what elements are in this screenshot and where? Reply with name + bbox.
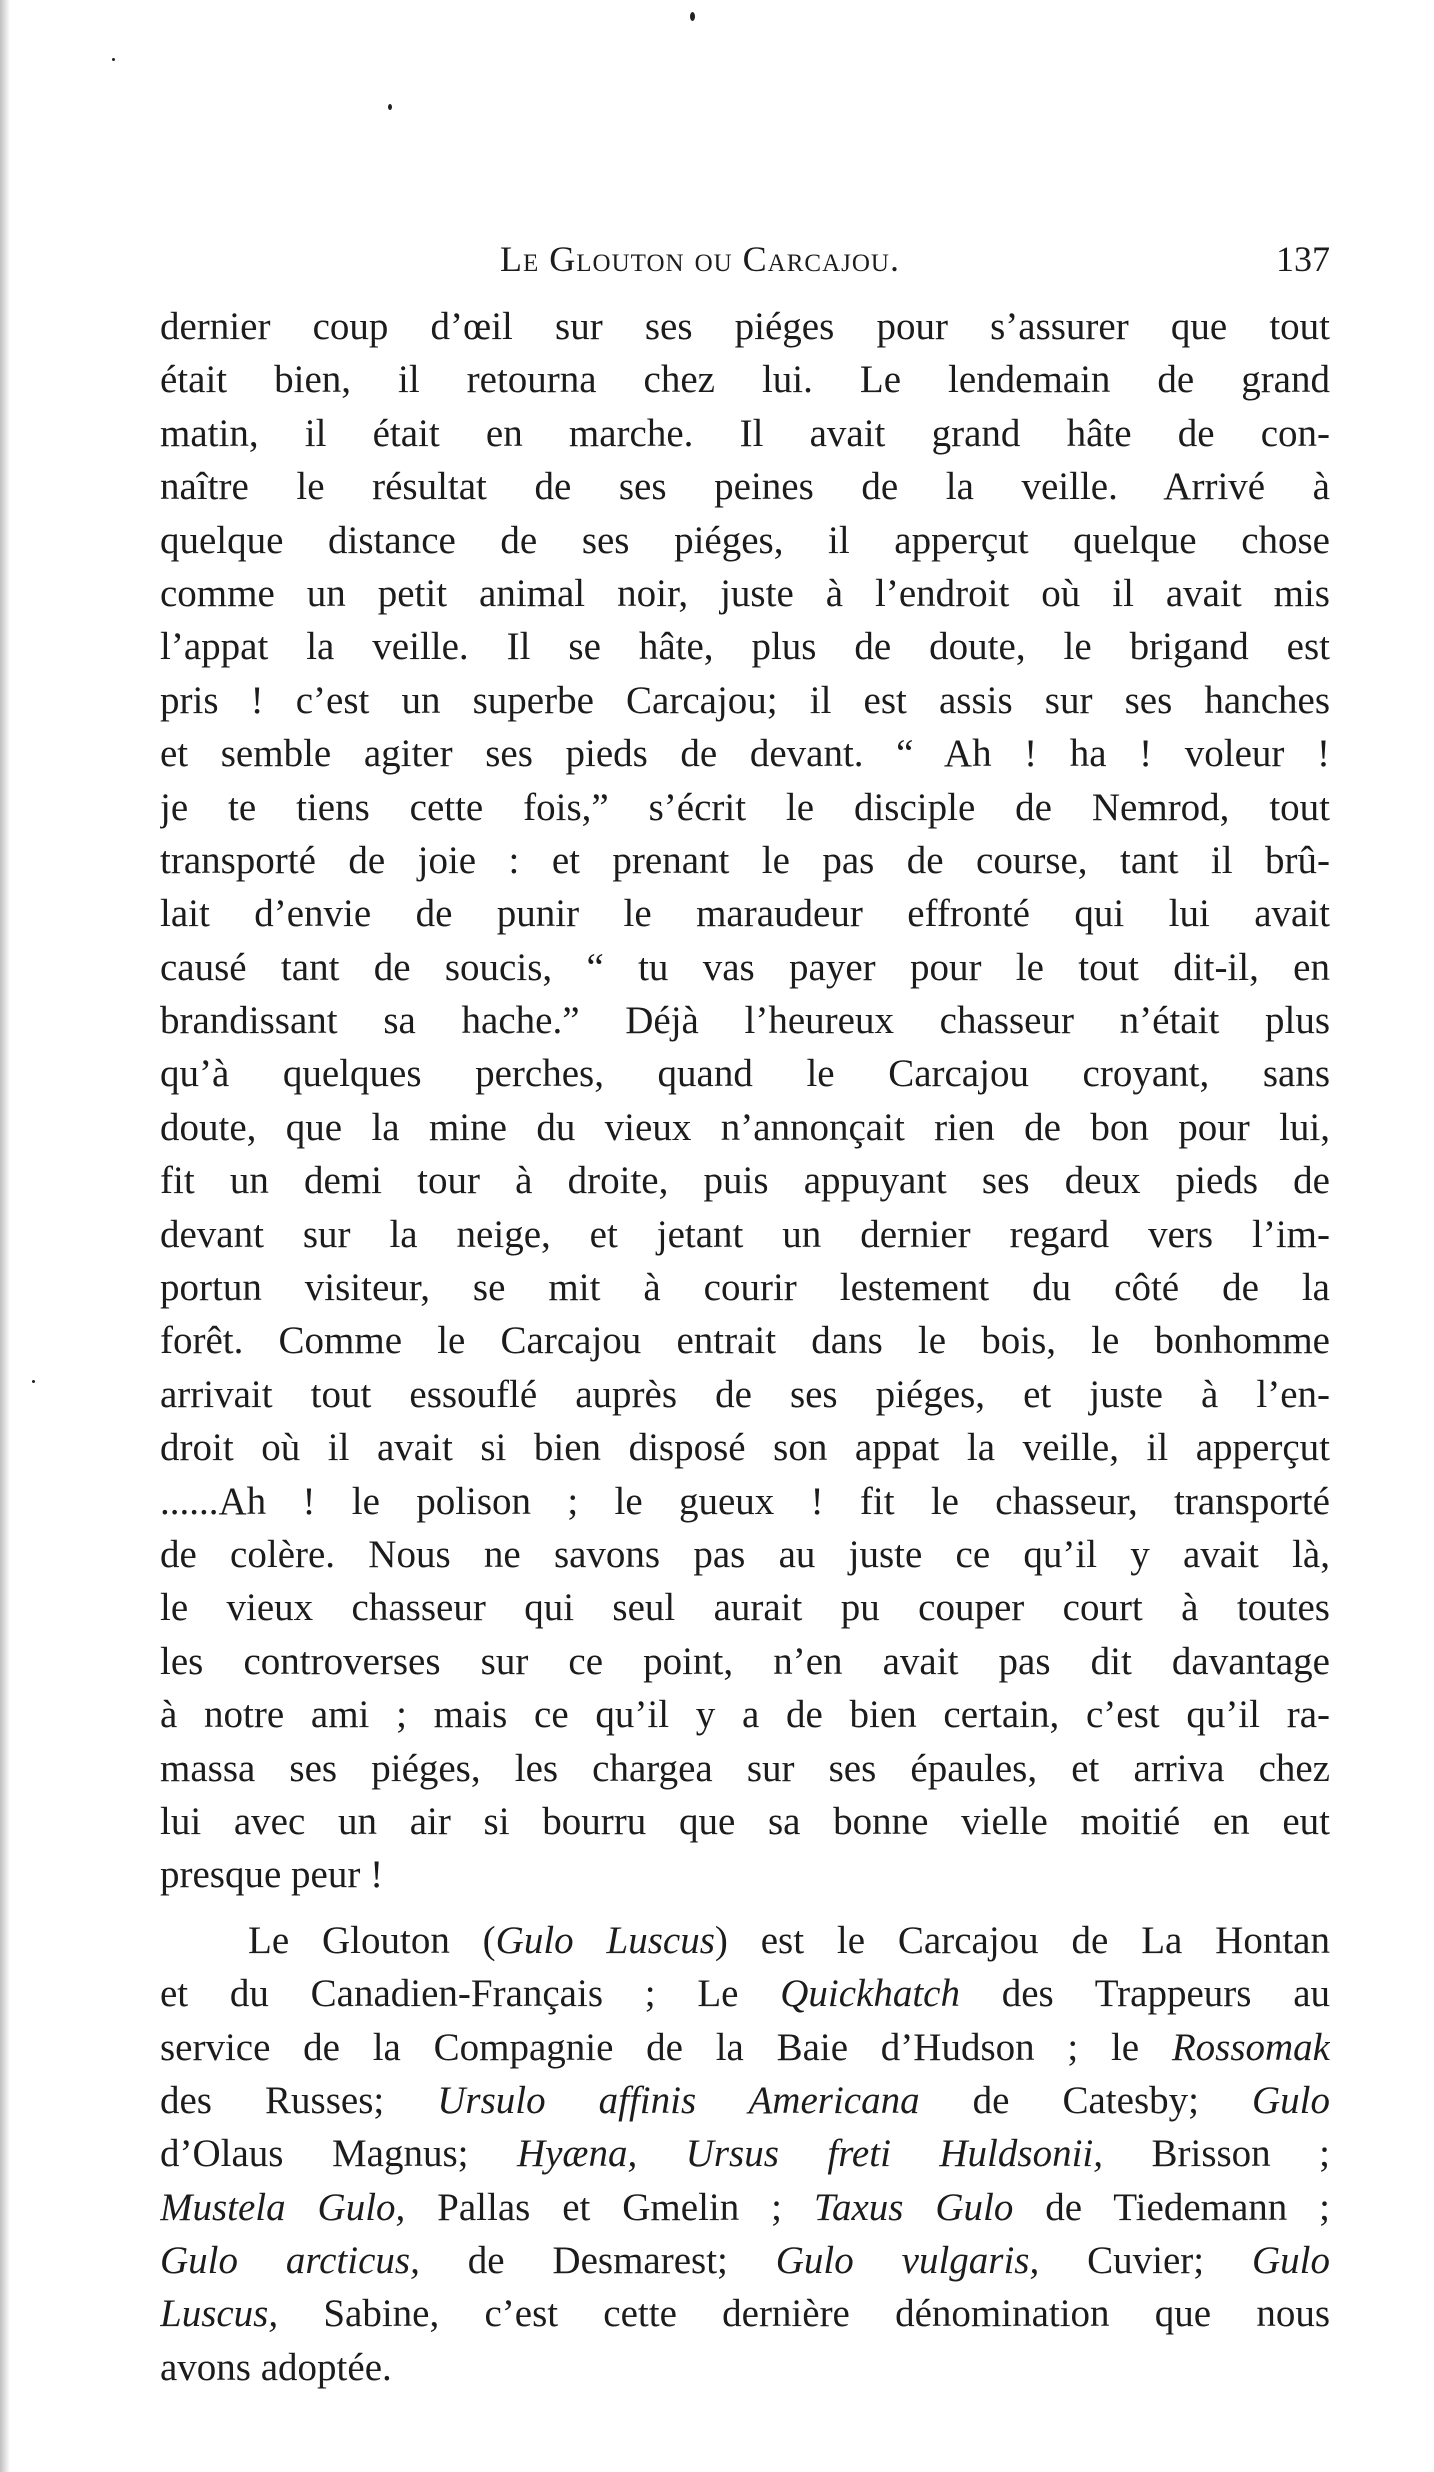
print-speck: [388, 104, 392, 110]
text-line: et du Canadien-Français ; Le Quickhatch des Trappeurs au: [160, 1972, 1330, 2016]
text-line: presque peur !: [160, 1853, 384, 1897]
text-line: de colère. Nous ne savons pas au juste ce qu’il y avait là,: [160, 1532, 1330, 1576]
text-line: je te tiens cette fois,” s’écrit le disciple de Nemrod, tout: [160, 785, 1330, 829]
text-line: qu’à quelques perches, quand le Carcajou croyant, sans: [160, 1052, 1330, 1096]
text-line: arrivait tout essouflé auprès de ses piéges, et juste à l’en-: [160, 1372, 1330, 1416]
text-line: lui avec un air si bourru que sa bonne vielle moitié en eut: [160, 1799, 1330, 1843]
text-line: dernier coup d’œil sur ses piéges pour s’assurer que tout: [160, 305, 1330, 348]
paragraph-gap: [160, 1902, 1330, 1914]
running-title: Le Glouton ou Carcajou.: [500, 239, 900, 279]
italic-taxon-name: Taxus Gulo: [813, 2185, 1014, 2229]
italic-taxon-name: Hyæna, Ursus freti Huldsonii,: [516, 2132, 1103, 2176]
text-line: forêt. Comme le Carcajou entrait dans le bois, le bonhomme: [160, 1319, 1330, 1363]
italic-taxon-name: Quickhatch: [780, 1972, 960, 2016]
text-line: doute, que la mine du vieux n’annonçait rien de bon pour lui,: [160, 1105, 1330, 1149]
italic-taxon-name: Gulo arcticus,: [160, 2239, 420, 2283]
text-line: quelque distance de ses piéges, il apperçut quelque chose: [160, 518, 1330, 562]
paragraph: [160, 300, 1330, 1902]
text-line: service de la Compagnie de la Baie d’Hudson ; le Rossomak: [160, 2025, 1330, 2069]
page-number: 137: [1276, 239, 1330, 279]
italic-taxon-name: Rossomak: [1171, 2025, 1330, 2069]
text-line: l’appat la veille. Il se hâte, plus de doute, le brigand est: [160, 625, 1330, 669]
italic-taxon-name: Ursulo affinis Americana: [437, 2078, 920, 2122]
paragraph: [160, 1914, 1330, 2395]
text-line: à notre ami ; mais ce qu’il y a de bien certain, c’est qu’il ra-: [160, 1693, 1330, 1737]
italic-taxon-name: Luscus,: [160, 2292, 279, 2336]
text-line: les controverses sur ce point, n’en avait pas dit davantage: [160, 1639, 1330, 1683]
body-text: [160, 300, 1330, 2394]
text-line: matin, il était en marche. Il avait grand hâte de con-: [160, 411, 1330, 455]
text-line: Luscus, Sabine, c’est cette dernière dénomination que nous: [160, 2292, 1330, 2336]
text-line: fit un demi tour à droite, puis appuyant ses deux pieds de: [160, 1159, 1330, 1203]
italic-taxon-name: Mustela Gulo,: [160, 2185, 406, 2229]
text-line: Le Glouton (Gulo Luscus) est le Carcajou de La Hontan: [248, 1918, 1330, 1962]
text-line: avons adoptée.: [160, 2345, 392, 2389]
text-line: portun visiteur, se mit à courir lestement du côté de la: [160, 1266, 1330, 1310]
text-line: Mustela Gulo, Pallas et Gmelin ; Taxus Gulo de Tiedemann ;: [160, 2185, 1330, 2229]
text-line: lait d’envie de punir le maraudeur effronté qui lui avait: [160, 892, 1330, 936]
text-line: et semble agiter ses pieds de devant. “ Ah ! ha ! voleur !: [160, 732, 1330, 776]
text-line: des Russes; Ursulo affinis Americana de Catesby; Gulo: [160, 2078, 1330, 2122]
italic-taxon-name: Gulo vulgaris,: [775, 2239, 1040, 2283]
text-line: était bien, il retourna chez lui. Le lendemain de grand: [160, 358, 1330, 402]
text-line: transporté de joie : et prenant le pas de course, tant il brû-: [160, 838, 1330, 882]
text-line: brandissant sa hache.” Déjà l’heureux chasseur n’était plus: [160, 999, 1330, 1043]
text-line: Gulo arcticus, de Desmarest; Gulo vulgaris, Cuvier; Gulo: [160, 2239, 1330, 2283]
text-line: naître le résultat de ses peines de la veille. Arrivé à: [160, 465, 1330, 509]
page-header: [500, 238, 1330, 298]
text-line: massa ses piéges, les chargea sur ses épaules, et arriva chez: [160, 1746, 1330, 1790]
text-line: comme un petit animal noir, juste à l’endroit où il avait mis: [160, 571, 1330, 615]
text-line: causé tant de soucis, “ tu vas payer pour le tout dit-il, en: [160, 945, 1330, 989]
text-line: devant sur la neige, et jetant un dernier regard vers l’im-: [160, 1212, 1330, 1256]
text-line: d’Olaus Magnus; Hyæna, Ursus freti Huldsonii, Brisson ;: [160, 2132, 1330, 2176]
text-line: droit où il avait si bien disposé son appat la veille, il apperçut: [160, 1426, 1330, 1470]
italic-taxon-name: Gulo: [1252, 2239, 1330, 2283]
text-line: pris ! c’est un superbe Carcajou; il est assis sur ses hanches: [160, 678, 1330, 722]
print-speck: [112, 58, 115, 61]
page-edge-shadow: [0, 0, 10, 2472]
italic-taxon-name: Gulo Luscus: [495, 1918, 715, 1962]
text-line: ......Ah ! le polison ; le gueux ! fit le chasseur, transporté: [160, 1479, 1330, 1523]
text-line: le vieux chasseur qui seul aurait pu couper court à toutes: [160, 1586, 1330, 1630]
italic-taxon-name: Gulo: [1252, 2078, 1330, 2122]
print-speck: [690, 12, 695, 21]
print-speck: [32, 1380, 35, 1383]
